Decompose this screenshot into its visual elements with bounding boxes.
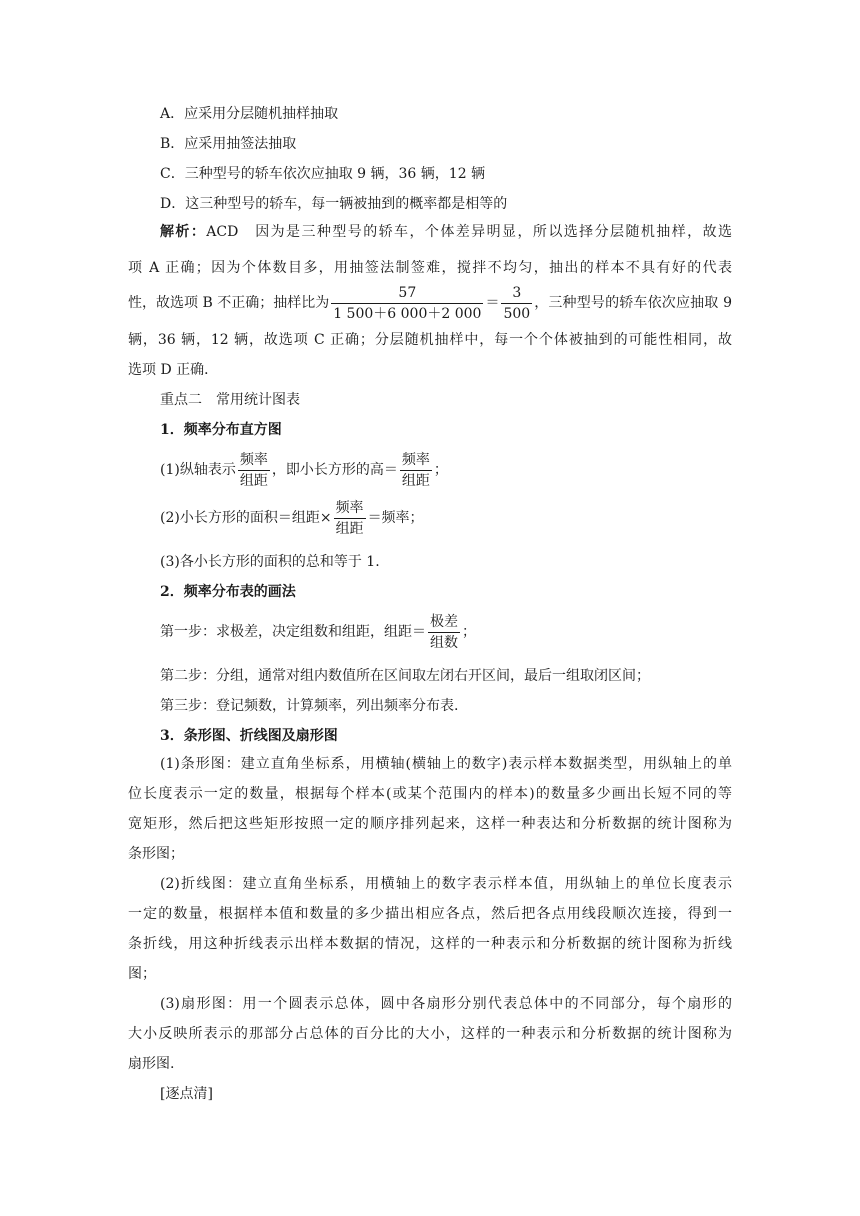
pie-chart-line-3: 扇形图.	[128, 1056, 175, 1072]
option-a: A．应采用分层随机抽样抽取	[160, 106, 339, 122]
table-step-1: 第一步：求极差，决定组数和组距，组距＝ $\frac{\text{极差}}{\text{组数}}$ ；	[160, 613, 476, 651]
pie-chart-line-1: (3)扇形图：用一个圆表示总体，圆中各扇形分别代表总体中的不同部分，每个扇形的	[160, 996, 732, 1012]
heading-table: 2．频率分布表的画法	[160, 584, 296, 600]
table-step-2: 第二步：分组，通常对组内数值所在区间取左闭右开区间，最后一组取闭区间；	[160, 668, 650, 684]
bar-chart-line-4: 条形图；	[128, 846, 184, 862]
solution-label: 解析：	[160, 224, 207, 240]
ratio-fraction: $\frac{57}{1 500+6 000+2 000}$	[333, 284, 482, 322]
solution-line-4: 辆，36 辆，12 辆，故选项 C 正确；分层随机抽样中，每一个个体被抽到的可能性相同，故	[128, 332, 732, 348]
section-heading: 重点二 常用统计图表	[160, 392, 300, 408]
line-chart-line-2: 一定的数量，根据样本值和数量的多少描出相应各点，然后把各点用线段顺次连接，得到一	[128, 906, 732, 922]
solution-line-1: 解析：ACD 因为是三种型号的轿车，个体差异明显，所以选择分层随机抽样，故选	[160, 224, 733, 240]
line-chart-line-1: (2)折线图：建立直角坐标系，用横轴上的数字表示样本值，用纵轴上的单位长度表示	[160, 876, 732, 892]
point-review-label: [逐点清]	[160, 1086, 213, 1102]
solution-line-5: 选项 D 正确．	[128, 362, 219, 378]
bar-chart-line-2: 位长度表示一定的数量，根据每个样本(或某个范围内的样本)的数量多少画出长短不同的等	[128, 786, 732, 802]
bar-chart-line-3: 宽矩形，然后把这些矩形按照一定的顺序排列起来，这样一种表达和分析数据的统计图称为	[128, 816, 732, 832]
histogram-item-3: (3)各小长方形的面积的总和等于 1.	[160, 554, 380, 570]
option-d: D．这三种型号的轿车，每一辆被抽到的概率都是相等的	[160, 196, 508, 212]
solution-line-2: 项 A 正确；因为个体数目多，用抽签法制签难，搅拌不均匀，抽出的样本不具有好的代表	[128, 260, 732, 276]
histogram-item-2: (2)小长方形的面积＝组距× $\frac{\text{频率}}{\text{组距}}$ ＝频率；	[160, 499, 424, 537]
pie-chart-line-2: 大小反映所表示的那部分占总体的百分比的大小，这样的一种表示和分析数据的统计图称为	[128, 1026, 732, 1042]
bar-chart-line-1: (1)条形图：建立直角坐标系，用横轴(横轴上的数字)表示样本数据类型，用纵轴上的单	[160, 756, 732, 772]
option-b: B．应采用抽签法抽取	[160, 136, 297, 152]
ratio-result-fraction: $\frac{3}{500}$	[503, 284, 531, 322]
line-chart-line-4: 图；	[128, 966, 156, 982]
line-chart-line-3: 条折线，用这种折线表示出样本数据的情况，这样的一种表示和分析数据的统计图称为折线	[128, 936, 732, 952]
option-c: C．三种型号的轿车依次应抽取 9 辆，36 辆，12 辆	[160, 166, 486, 182]
heading-histogram: 1．频率分布直方图	[160, 422, 282, 438]
histogram-item-1: (1)纵轴表示 $\frac{\text{频率}}{\text{组距}}$ ，即小长方形的高＝ $\frac{\text{频率}}{\text{组距}}$ ；	[160, 451, 448, 489]
heading-charts: 3．条形图、折线图及扇形图	[160, 728, 338, 744]
table-step-3: 第三步：登记频数，计算频率，列出频率分布表.	[160, 698, 459, 714]
solution-line-3: 性，故选项 B 不正确；抽样比为 $\frac{57}{1 500+6 000+2 000}$ ＝ $\frac{3}{500}$ ，三种型号的轿车依次应抽取 9	[128, 284, 732, 322]
